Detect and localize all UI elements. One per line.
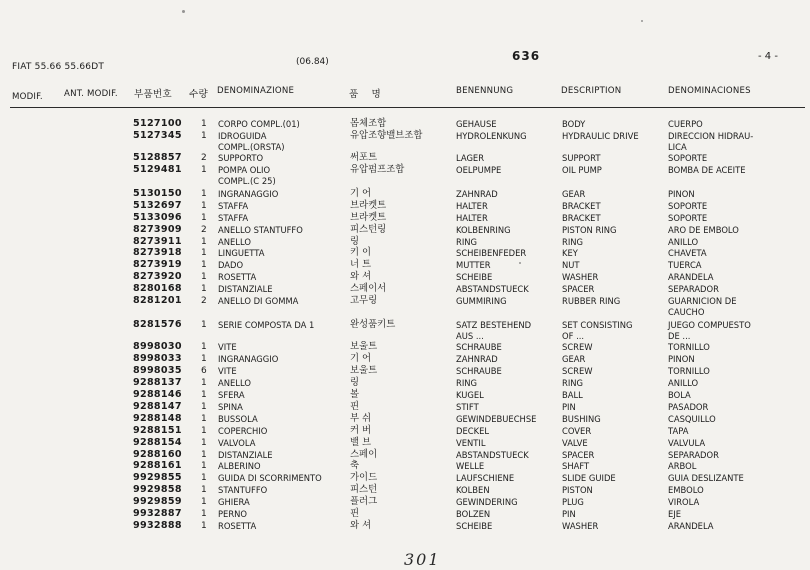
part-number: 9288161 (133, 460, 182, 471)
denominazione: ANELLO (218, 378, 251, 388)
model-title: FIAT 55.66 55.66DT (12, 62, 105, 72)
quantity: 1 (201, 131, 207, 141)
korean-name: 링 (350, 377, 360, 388)
denominazione: GHIERA (218, 497, 250, 507)
part-number: 5132697 (133, 200, 182, 211)
denominaciones: EJE (668, 509, 682, 519)
quantity: 1 (201, 414, 207, 424)
description: VALVE (562, 438, 588, 448)
denominazione: ROSETTA (218, 521, 257, 531)
denominaciones: PINON (668, 354, 695, 364)
denominaciones: VALVULA (668, 438, 706, 448)
part-number: 5127100 (133, 118, 182, 129)
benennung: GEWINDERING (456, 497, 518, 507)
quantity: 1 (201, 497, 207, 507)
benennung: BOLZEN (456, 509, 491, 519)
denominazione: DADO (218, 260, 244, 270)
description: RING (562, 237, 584, 247)
korean-name: 피스턴 (350, 484, 378, 495)
benennung: SCHRAUBE (456, 366, 502, 376)
denominazione: IDROGUIDA (218, 131, 267, 141)
korean-name: 축 (350, 460, 360, 471)
denominazione-continued: COMPL.(C 25) (218, 176, 276, 186)
col-part-number: 부품번호 (134, 89, 172, 100)
korean-name: 기 어 (350, 188, 372, 199)
part-number: 8998030 (133, 341, 182, 352)
korean-name: 유압펌프조합 (350, 164, 405, 175)
benennung: ZAHNRAD (456, 354, 498, 364)
denominaciones: DIRECCION HIDRAU- (668, 131, 754, 141)
quantity: 1 (201, 390, 207, 400)
benennung: DECKEL (456, 426, 490, 436)
korean-name: 플러그 (350, 496, 378, 507)
korean-name: 완성품키트 (350, 319, 396, 330)
korean-name: 브라켓트 (350, 200, 387, 211)
denominaciones: TORNILLO (668, 342, 710, 352)
description: BODY (562, 119, 586, 129)
description: COVER (562, 426, 592, 436)
description: NUT (562, 260, 580, 270)
korean-name: 유압조향밸브조합 (350, 130, 423, 141)
description: KEY (562, 248, 578, 258)
part-number: 5127345 (133, 130, 182, 141)
benennung: SCHEIBE (456, 521, 493, 531)
part-number: 5128857 (133, 152, 182, 163)
description: SCREW (562, 366, 593, 376)
col-quantity: 수량 (189, 89, 208, 100)
benennung: ABSTANDSTUECK (456, 284, 529, 294)
denominaciones-continued: CAUCHO (668, 307, 705, 317)
benennung: ABSTANDSTUECK (456, 450, 529, 460)
part-number: 9932888 (133, 520, 182, 531)
col-denominazione: DENOMINAZIONE (217, 86, 295, 96)
denominazione: CORPO COMPL.(01) (218, 119, 300, 129)
part-number: 8273909 (133, 224, 182, 235)
description: WASHER (562, 521, 599, 531)
part-number: 9929859 (133, 496, 182, 507)
korean-name: 와 셔 (350, 520, 372, 531)
description: SPACER (562, 284, 595, 294)
korean-name: 보울트 (350, 365, 378, 376)
denominaciones: SOPORTE (668, 213, 708, 223)
korean-name: 기 어 (350, 353, 372, 364)
benennung: HYDROLENKUNG (456, 131, 527, 141)
scan-speck (641, 20, 643, 22)
description: GEAR (562, 354, 586, 364)
benennung: STIFT (456, 402, 479, 412)
benennung: MUTTER (456, 260, 491, 270)
denominazione: GUIDA DI SCORRIMENTO (218, 473, 322, 483)
denominaciones: PINON (668, 189, 695, 199)
benennung: HALTER (456, 213, 488, 223)
description: SHAFT (562, 461, 590, 471)
part-number: 9288160 (133, 449, 182, 460)
denominazione: COPERCHIO (218, 426, 268, 436)
quantity: 1 (201, 354, 207, 364)
denominazione: ANELLO DI GOMMA (218, 296, 299, 306)
scan-speck (182, 10, 185, 13)
description: WASHER (562, 272, 599, 282)
denominazione: LINGUETTA (218, 248, 265, 258)
benennung: ZAHNRAD (456, 189, 498, 199)
denominazione: ROSETTA (218, 272, 257, 282)
denominaciones: SOPORTE (668, 153, 708, 163)
denominazione: STAFFA (218, 201, 249, 211)
part-number: 9288147 (133, 401, 182, 412)
denominazione: VALVOLA (218, 438, 256, 448)
quantity: 1 (201, 402, 207, 412)
denominaciones: EMBOLO (668, 485, 704, 495)
edition-date: (06.84) (296, 57, 329, 67)
denominaciones: SOPORTE (668, 201, 708, 211)
korean-name: 써포트 (350, 152, 378, 163)
quantity: 2 (201, 225, 207, 235)
quantity: 2 (201, 296, 207, 306)
part-number: 8273919 (133, 259, 182, 270)
denominaciones: ARANDELA (668, 521, 714, 531)
quantity: 1 (201, 438, 207, 448)
denominazione: INGRANAGGIO (218, 189, 279, 199)
denominaciones: BOMBA DE ACEITE (668, 165, 746, 175)
denominaciones: ARBOL (668, 461, 697, 471)
part-number: 8281576 (133, 319, 182, 330)
part-number: 8998033 (133, 353, 182, 364)
part-number: 5130150 (133, 188, 182, 199)
description: PIN (562, 509, 576, 519)
denominazione: ANELLO (218, 237, 251, 247)
denominaciones-continued: DE ... (668, 331, 691, 341)
korean-name: 브라켓트 (350, 212, 387, 223)
korean-name: 너 트 (350, 259, 372, 270)
denominaciones: ANILLO (668, 237, 699, 247)
korean-name: 핀 (350, 508, 360, 519)
description: SUPPORT (562, 153, 601, 163)
description: RUBBER RING (562, 296, 621, 306)
page-number: 636 (512, 49, 541, 63)
quantity: 1 (201, 272, 207, 282)
part-number: 8273918 (133, 247, 182, 258)
denominazione: BUSSOLA (218, 414, 258, 424)
description: GEAR (562, 189, 586, 199)
benennung: SATZ BESTEHEND (456, 320, 532, 330)
denominaciones: GUARNICION DE (668, 296, 737, 306)
part-number: 9929855 (133, 472, 182, 483)
part-number: 9288137 (133, 377, 182, 388)
quantity: 1 (201, 450, 207, 460)
quantity: 1 (201, 461, 207, 471)
korean-name: 고무링 (350, 295, 378, 306)
benennung: GEWINDEBUECHSE (456, 414, 537, 424)
denominaciones: CHAVETA (668, 248, 707, 258)
korean-name: 피스턴링 (350, 224, 387, 235)
col-denominaciones: DENOMINACIONES (668, 86, 751, 96)
part-number: 9932887 (133, 508, 182, 519)
denominazione: SERIE COMPOSTA DA 1 (218, 320, 315, 330)
benennung: SCHRAUBE (456, 342, 502, 352)
korean-name: 링 (350, 236, 360, 247)
denominazione: VITE (218, 342, 237, 352)
col-benennung: BENENNUNG (456, 86, 514, 96)
part-number: 5129481 (133, 164, 182, 175)
quantity: 1 (201, 248, 207, 258)
quantity: 1 (201, 119, 207, 129)
description: PISTON (562, 485, 593, 495)
part-number: 8273911 (133, 236, 182, 247)
denominaciones: ARANDELA (668, 272, 714, 282)
korean-name: 스페이서 (350, 283, 387, 294)
denominazione: PERNO (218, 509, 248, 519)
denominazione-continued: COMPL.(ORSTA) (218, 142, 285, 152)
quantity: 1 (201, 260, 207, 270)
quantity: 1 (201, 201, 207, 211)
denominaciones: ARO DE EMBOLO (668, 225, 739, 235)
quantity: 1 (201, 237, 207, 247)
benennung: KUGEL (456, 390, 484, 400)
benennung: SCHEIBENFEDER (456, 248, 527, 258)
denominaciones: TAPA (668, 426, 689, 436)
quantity: 1 (201, 521, 207, 531)
benennung-continued: AUS ... (456, 331, 484, 341)
quantity: 1 (201, 426, 207, 436)
korean-name: 와 셔 (350, 271, 372, 282)
quantity: 1 (201, 485, 207, 495)
denominaciones: TORNILLO (668, 366, 710, 376)
denominazione: DISTANZIALE (218, 450, 273, 460)
korean-name: 가이드 (350, 472, 378, 483)
denominaciones: BOLA (668, 390, 691, 400)
part-number: 5133096 (133, 212, 182, 223)
denominaciones: VIROLA (668, 497, 700, 507)
part-number: 8281201 (133, 295, 182, 306)
part-number: 8998035 (133, 365, 182, 376)
part-number: 9288154 (133, 437, 182, 448)
description: PISTON RING (562, 225, 617, 235)
benennung: KOLBEN (456, 485, 490, 495)
benennung: HALTER (456, 201, 488, 211)
header-divider (10, 107, 805, 108)
description-continued: OF ... (562, 331, 585, 341)
korean-name: 스페이 (350, 449, 378, 460)
description: SLIDE GUIDE (562, 473, 616, 483)
part-number: 8280168 (133, 283, 182, 294)
korean-name: 볼 (350, 389, 360, 400)
benennung: GEHAUSE (456, 119, 497, 129)
description: SPACER (562, 450, 595, 460)
description: PLUG (562, 497, 584, 507)
quantity: 1 (201, 509, 207, 519)
denominazione: SFERA (218, 390, 245, 400)
col-description: DESCRIPTION (561, 86, 622, 96)
quantity: 1 (201, 342, 207, 352)
quantity: 1 (201, 189, 207, 199)
part-number: 9929858 (133, 484, 182, 495)
denominazione: VITE (218, 366, 237, 376)
denominazione: STANTUFFO (218, 485, 268, 495)
quantity: 1 (201, 473, 207, 483)
scan-speck (519, 262, 521, 264)
description: BALL (562, 390, 583, 400)
denominaciones: SEPARADOR (668, 450, 719, 460)
denominazione: INGRANAGGIO (218, 354, 279, 364)
part-number: 8273920 (133, 271, 182, 282)
benennung: RING (456, 378, 478, 388)
korean-name: 부 쉬 (350, 413, 372, 424)
quantity: 1 (201, 320, 207, 330)
description: BUSHING (562, 414, 601, 424)
quantity: 1 (201, 284, 207, 294)
denominaciones: TUERCA (668, 260, 702, 270)
page-sub-number: - 4 - (758, 51, 778, 62)
col-ant-modif: ANT. MODIF. (64, 89, 118, 99)
benennung: SCHEIBE (456, 272, 493, 282)
quantity: 1 (201, 213, 207, 223)
denominazione: POMPA OLIO (218, 165, 271, 175)
denominazione: SUPPORTO (218, 153, 264, 163)
korean-name: 몸체조합 (350, 118, 387, 129)
col-modif: MODIF. (12, 92, 43, 102)
korean-name: 핀 (350, 401, 360, 412)
benennung: KOLBENRING (456, 225, 511, 235)
denominaciones-continued: LICA (668, 142, 687, 152)
denominaciones: ANILLO (668, 378, 699, 388)
denominaciones: CUERPO (668, 119, 703, 129)
description: PIN (562, 402, 576, 412)
benennung: LAGER (456, 153, 485, 163)
denominazione: STAFFA (218, 213, 249, 223)
benennung: LAUFSCHIENE (456, 473, 515, 483)
denominazione: SPINA (218, 402, 243, 412)
denominazione: ALBERINO (218, 461, 261, 471)
handwritten-note: 301 (404, 550, 441, 569)
description: RING (562, 378, 584, 388)
denominaciones: SEPARADOR (668, 284, 719, 294)
benennung: RING (456, 237, 478, 247)
denominazione: DISTANZIALE (218, 284, 273, 294)
denominaciones: PASADOR (668, 402, 709, 412)
korean-name: 키 이 (350, 247, 372, 258)
quantity: 1 (201, 378, 207, 388)
denominazione: ANELLO STANTUFFO (218, 225, 303, 235)
denominaciones: JUEGO COMPUESTO (668, 320, 751, 330)
quantity: 1 (201, 165, 207, 175)
col-name-korean: 품 명 (349, 89, 381, 100)
denominaciones: GUIA DESLIZANTE (668, 473, 744, 483)
benennung: WELLE (456, 461, 485, 471)
quantity: 6 (201, 366, 207, 376)
description: HYDRAULIC DRIVE (562, 131, 639, 141)
description: OIL PUMP (562, 165, 602, 175)
benennung: GUMMIRING (456, 296, 507, 306)
part-number: 9288146 (133, 389, 182, 400)
benennung: VENTIL (456, 438, 486, 448)
benennung: OELPUMPE (456, 165, 502, 175)
part-number: 9288148 (133, 413, 182, 424)
korean-name: 커 버 (350, 425, 372, 436)
description: BRACKET (562, 201, 601, 211)
description: BRACKET (562, 213, 601, 223)
korean-name: 보울트 (350, 341, 378, 352)
description: SET CONSISTING (562, 320, 633, 330)
part-number: 9288151 (133, 425, 182, 436)
description: SCREW (562, 342, 593, 352)
korean-name: 밸 브 (350, 437, 372, 448)
quantity: 2 (201, 153, 207, 163)
denominaciones: CASQUILLO (668, 414, 716, 424)
